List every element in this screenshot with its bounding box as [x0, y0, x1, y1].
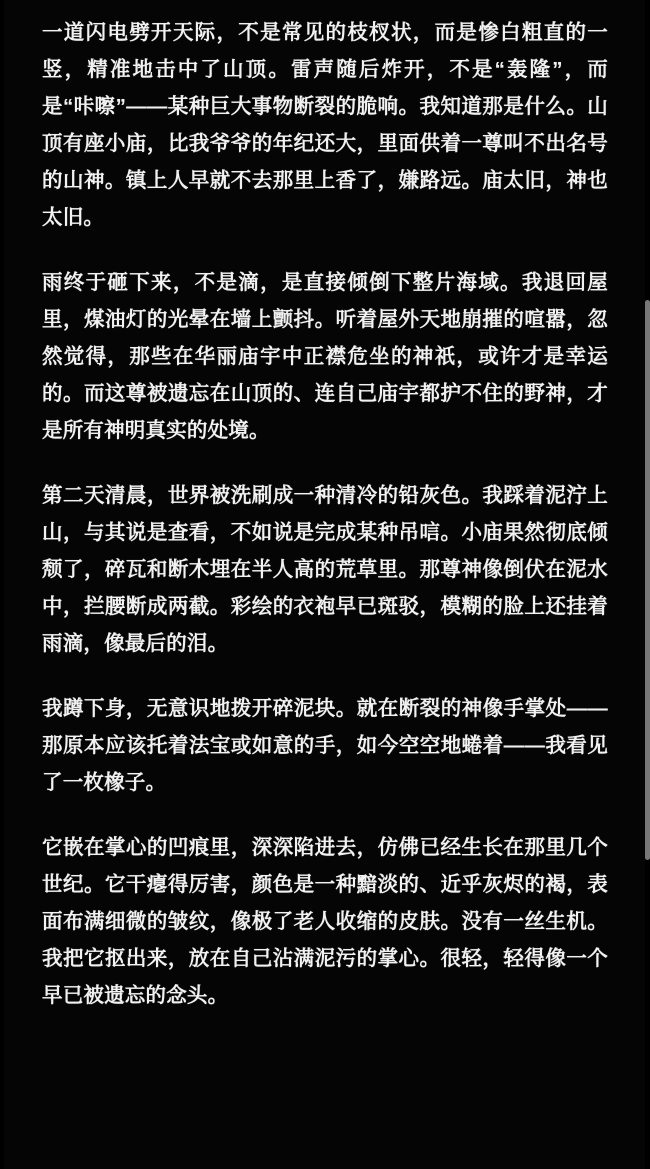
paragraph: 它嵌在掌心的凹痕里，深深陷进去，仿佛已经生长在那里几个世纪。它干瘪得厉害，颜色是一种黯淡的、近乎灰烬的褐，表面布满细微的皱纹，像极了老人收缩的皮肤。没有一丝生机。我把它抠出来，放在自己沾满泥污的掌心。很轻，轻得像一个早已被遗忘的念头。: [42, 836, 608, 1007]
paragraph: 一道闪电劈开天际，不是常见的枝杈状，而是惨白粗直的一竖，精准地击中了山顶。雷声随后炸开，不是“轰隆”，而是“咔嚓”——某种巨大事物断裂的脆响。我知道那是什么。山顶有座小庙，比我爷爷的年纪还大，里面供着一尊叫不出名号的山神。镇上人早就不去那里上香了，嫌路远。庙太旧，神也太旧。: [42, 21, 608, 229]
paragraph: 第二天清晨，世界被洗刷成一种清冷的铅灰色。我踩着泥泞上山，与其说是查看，不如说是完成某种吊唁。小庙果然彻底倾颓了，碎瓦和断木埋在半人高的荒草里。那尊神像倒伏在泥水中，拦腰断成两截。彩绘的衣袍早已斑驳，模糊的脸上还挂着雨滴，像最后的泪。: [42, 484, 608, 655]
paragraph: 我蹲下身，无意识地拨开碎泥块。就在断裂的神像手掌处——那原本应该托着法宝或如意的手，如今空空地蜷着——我看见了一枚橡子。: [42, 697, 608, 794]
scrollbar-track[interactable]: [645, 0, 650, 1169]
paragraph: 雨终于砸下来，不是滴，是直接倾倒下整片海域。我退回屋里，煤油灯的光晕在墙上颤抖。听着屋外天地崩摧的喧嚣，忽然觉得，那些在华丽庙宇中正襟危坐的神祇，或许才是幸运的。而这尊被遗忘在山顶的、连自己庙宇都护不住的野神，才是所有神明真实的处境。: [42, 271, 608, 442]
scrollbar-thumb[interactable]: [645, 300, 650, 860]
